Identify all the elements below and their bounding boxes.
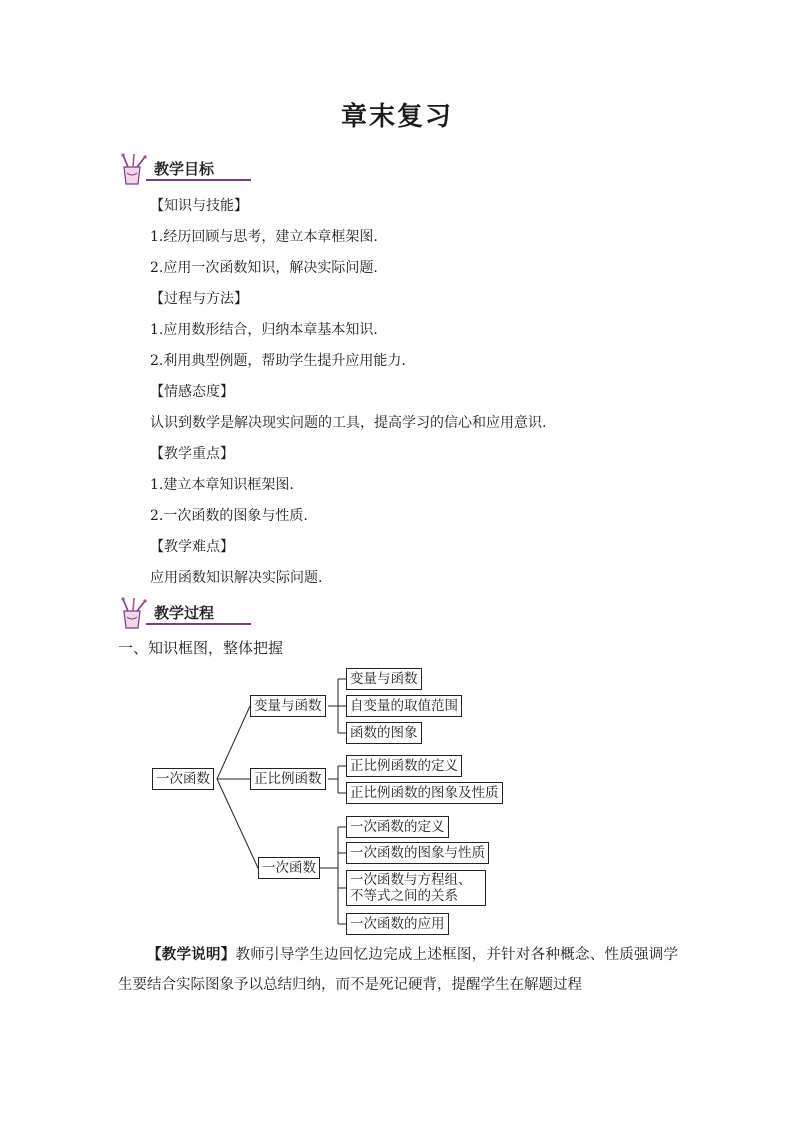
node-root: 一次函数: [152, 768, 214, 790]
node-leaf: 自变量的取值范围: [346, 695, 462, 717]
difficulty-heading: 【教学难点】: [150, 539, 234, 555]
section-underline: [146, 623, 251, 625]
explanation-label: 【教学说明】: [147, 946, 236, 963]
process-heading: 【过程与方法】: [150, 291, 248, 307]
node-branch-linear: 一次函数: [258, 857, 320, 879]
node-leaf: 正比例函数的图象及性质: [346, 782, 503, 804]
section-header-process: [118, 597, 248, 629]
process-item-2: 2.利用典型例题，帮助学生提升应用能力.: [150, 353, 406, 369]
emotion-item-1: 认识到数学是解决现实问题的工具，提高学习的信心和应用意识.: [150, 415, 547, 431]
node-branch-proportional: 正比例函数: [250, 768, 326, 790]
part1-title: 一、知识框图，整体把握: [118, 639, 284, 657]
explanation-text: 教师引导学生边回忆边完成上述框图，并针对各种概念、性质强调学生要结合实际图象予以总结归纳，而不是死记硬背，提醒学生在解题过程: [118, 947, 679, 993]
key-item-1: 1.建立本章知识框架图.: [150, 477, 294, 493]
knowledge-item-1: 1.经历回顾与思考，建立本章框架图.: [150, 229, 378, 245]
process-item-1: 1.应用数形结合，归纳本章基本知识.: [150, 322, 378, 338]
node-leaf: 正比例函数的定义: [346, 755, 462, 777]
emotion-heading: 【情感态度】: [150, 384, 234, 400]
knowledge-heading: 【知识与技能】: [150, 198, 248, 214]
difficulty-item-1: 应用函数知识解决实际问题.: [150, 570, 323, 586]
node-leaf: 一次函数的图象与性质: [346, 842, 489, 864]
key-heading: 【教学重点】: [150, 446, 234, 462]
node-leaf: 变量与函数: [346, 668, 422, 690]
knowledge-framework-diagram: [140, 660, 540, 945]
section-label: 教学目标: [154, 160, 215, 178]
node-leaf: 一次函数的定义: [346, 816, 449, 838]
node-leaf: 一次函数的应用: [346, 913, 449, 935]
key-item-2: 2.一次函数的图象与性质.: [150, 508, 308, 524]
teaching-explanation: [118, 940, 678, 1000]
knowledge-item-2: 2.应用一次函数知识，解决实际问题.: [150, 260, 378, 276]
section-header-goals: [118, 153, 248, 185]
node-leaf: 函数的图象: [346, 722, 422, 744]
section-underline: [146, 179, 251, 181]
page-title: 章末复习: [340, 102, 453, 132]
section-label: 教学过程: [154, 604, 215, 622]
node-leaf: 一次函数与方程组、不等式之间的关系: [346, 870, 486, 906]
node-branch-variables: 变量与函数: [250, 695, 326, 717]
